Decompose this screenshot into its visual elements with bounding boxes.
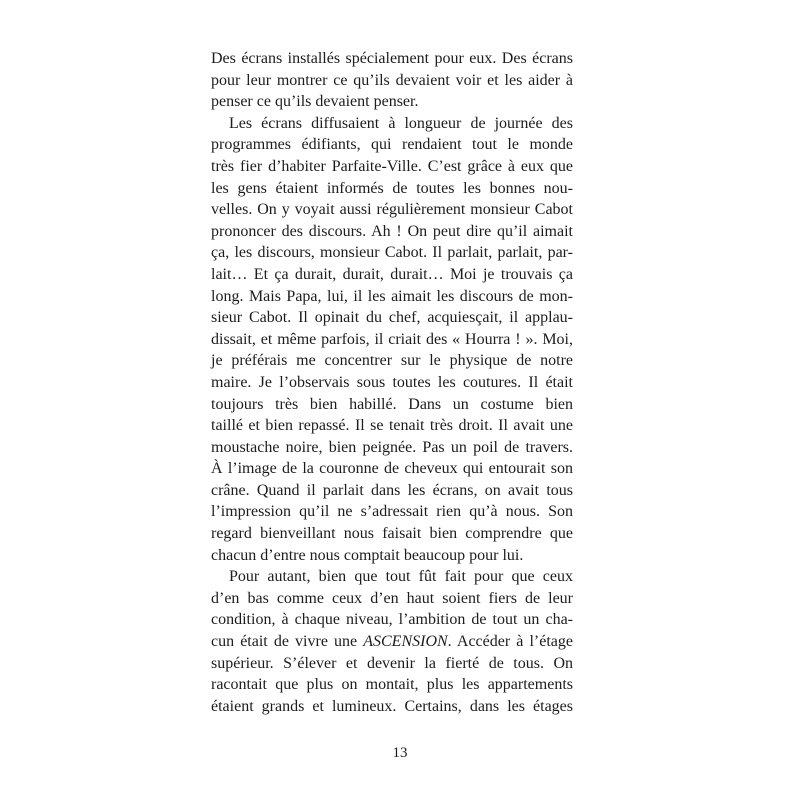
text-line: très fier d’habiter Parfaite-Ville. C’est grâce à eux que — [211, 157, 573, 175]
text-line: les gens étaient informés de toutes les bonnes nou- — [211, 179, 573, 197]
text-line: maire. Je l’observais sous toutes les coutures. Il était — [211, 373, 573, 391]
text-line: pour leur montrer ce qu’ils devaient voir et les aider à — [211, 71, 573, 89]
emphasis-ascension: ASCENSION — [363, 633, 448, 651]
text-line: taillé et bien repassé. Il se tenait très droit. Il avait une — [211, 417, 573, 435]
paragraph-1 — [211, 48, 573, 113]
text-line: penser ce qu’ils devaient penser. — [211, 93, 419, 111]
text-segment: . Accéder à l’étage — [447, 633, 574, 651]
text-line: velles. On y voyait aussi régulièrement monsieur Cabot — [211, 201, 573, 219]
text-segment: cun était de vivre une — [211, 633, 364, 651]
text-line: dissait, et même parfois, il criait des « Hourra ! ». Moi, — [211, 330, 573, 348]
text-line: racontait que plus on montait, plus les appartements — [211, 676, 573, 694]
text-line: je préférais me concentrer sur le physique de notre — [211, 352, 573, 370]
paragraph-2 — [211, 113, 573, 566]
text-line: ça, les discours, monsieur Cabot. Il parlait, parlait, par- — [211, 244, 573, 262]
text-line: long. Mais Papa, lui, il les aimait les discours de mon- — [211, 287, 573, 305]
text-line — [211, 631, 573, 653]
text-line: crâne. Quand il parlait dans les écrans, on avait tous — [211, 481, 573, 499]
text-line: d’en bas comme ceux d’en haut soient fiers de leur — [211, 589, 573, 607]
body-text — [211, 48, 573, 717]
text-line: prononcer des discours. Ah ! On peut dire qu’il aimait — [211, 222, 573, 240]
text-line: condition, à chaque niveau, l’ambition de tout un cha- — [211, 611, 573, 629]
text-line: À l’image de la couronne de cheveux qui entourait son — [211, 460, 573, 478]
text-line: chacun d’entre nous comptait beaucoup pour lui. — [211, 546, 524, 564]
text-line: l’impression qu’il ne s’adressait rien qu’à nous. Son — [211, 503, 573, 521]
text-line: Pour autant, bien que tout fût fait pour que ceux — [229, 568, 573, 586]
text-line: sieur Cabot. Il opinait du chef, acquiesçait, il applau- — [211, 309, 573, 327]
text-line: Des écrans installés spécialement pour eux. Des écrans — [211, 50, 573, 67]
page-number: 13 — [392, 745, 408, 761]
text-line: étaient grands et lumineux. Certains, dans les étages — [211, 697, 573, 715]
text-line: programmes édifiants, qui rendaient tout le monde — [211, 136, 573, 154]
text-line: regard bienveillant nous faisait bien comprendre que — [211, 525, 573, 543]
paragraph-3 — [211, 566, 573, 717]
text-line: toujours très bien habillé. Dans un costume bien — [211, 395, 573, 413]
text-line: lait… Et ça durait, durait, durait… Moi je trouvais ça — [211, 265, 573, 283]
text-line: supérieur. S’élever et devenir la fierté de tous. On — [211, 654, 573, 672]
text-line: Les écrans diffusaient à longueur de journée des — [229, 114, 573, 132]
text-line: moustache noire, bien peignée. Pas un poil de travers. — [211, 438, 573, 456]
